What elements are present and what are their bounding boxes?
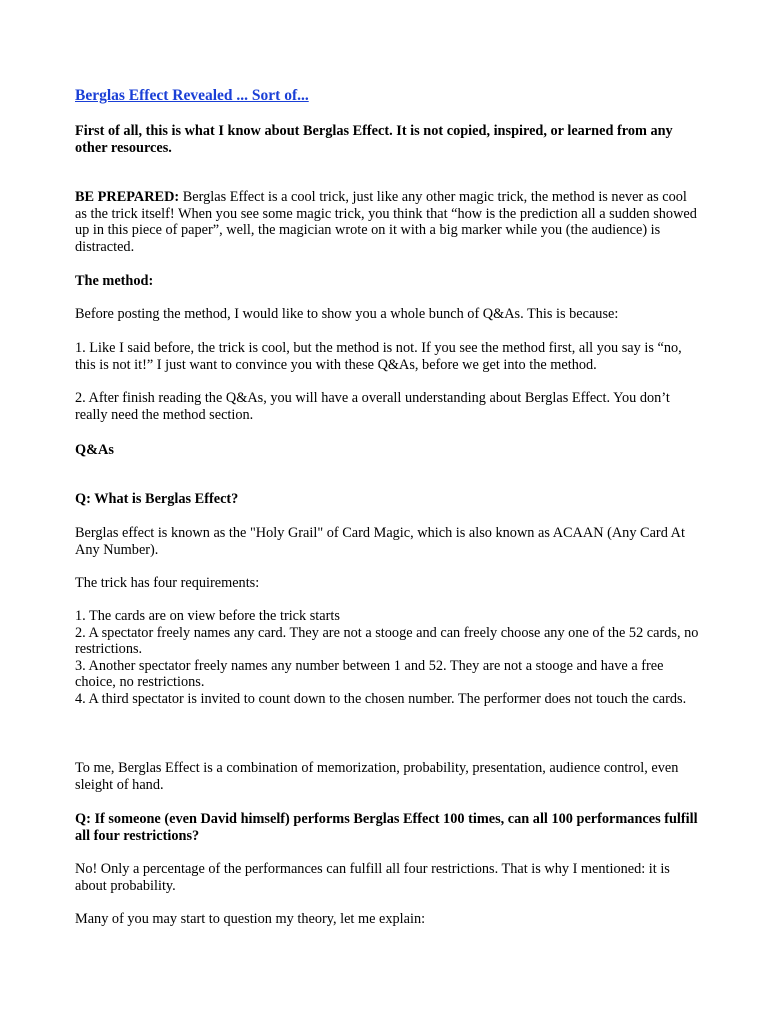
requirement-item: 3. Another spectator freely names any number between 1 and 52. They are not a stooge and have a free choice, no restrictions.: [75, 657, 664, 691]
requirements-intro: The trick has four requirements:: [75, 575, 260, 591]
page-title-link[interactable]: Berglas Effect Revealed ... Sort of...: [75, 87, 309, 104]
point-2-paragraph: 2. After finish reading the Q&As, you will have a overall understanding about Berglas Effect. You don’t really need the method section.: [75, 390, 670, 423]
method-intro: Before posting the method, I would like to show you a whole bunch of Q&As. This is because:: [75, 306, 619, 322]
answer-1: Berglas effect is known as the "Holy Grail" of Card Magic, which is also known as ACAAN (Any Card At Any Number).: [75, 525, 685, 558]
combination-paragraph: To me, Berglas Effect is a combination of memorization, probability, presentation, audience control, even sleight of hand.: [75, 760, 679, 793]
requirement-item: 2. A spectator freely names any card. They are not a stooge and can freely choose any one of the 52 cards, no restrictions.: [75, 624, 699, 658]
question-2: Q: If someone (even David himself) performs Berglas Effect 100 times, can all 100 performances fulfill all four restrictions?: [75, 811, 698, 844]
be-prepared-text: Berglas Effect is a cool trick, just like any other magic trick, the method is never as cool as the trick itself! When you see some magic trick, you think that “how is the prediction all a sudden showed up in this piece of paper”, well, the magician wrote on it with a big marker while you (the audience) is distracted.: [75, 189, 697, 255]
point-1-paragraph: 1. Like I said before, the trick is cool, but the method is not. If you see the method first, all you say is “no, this is not it!” I just want to convince you with these Q&As, before we get into the method.: [75, 340, 682, 373]
requirement-item: 1. The cards are on view before the trick starts: [75, 608, 340, 624]
intro-paragraph: First of all, this is what I know about Berglas Effect. It is not copied, inspired, or learned from any other resources.: [75, 123, 673, 156]
be-prepared-label: BE PREPARED:: [75, 189, 180, 205]
answer-2: No! Only a percentage of the performances can fulfill all four restrictions. That is why I mentioned: it is about probability.: [75, 861, 670, 894]
method-heading: The method:: [75, 273, 154, 289]
closing-paragraph: Many of you may start to question my theory, let me explain:: [75, 911, 426, 927]
qa-heading: Q&As: [75, 442, 114, 458]
question-1: Q: What is Berglas Effect?: [75, 491, 239, 507]
requirement-item: 4. A third spectator is invited to count down to the chosen number. The performer does not touch the cards.: [75, 690, 687, 707]
be-prepared-paragraph: [75, 189, 700, 255]
requirements-list: [75, 608, 700, 708]
